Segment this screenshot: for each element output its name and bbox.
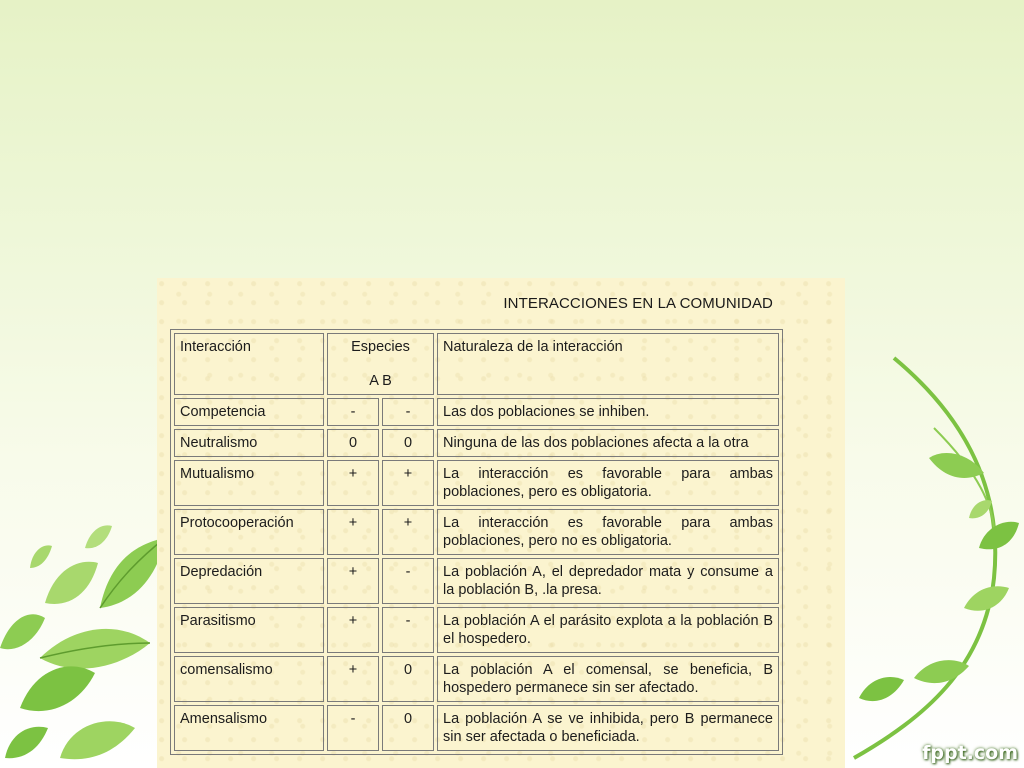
row-name: comensalismo [174, 656, 324, 702]
table-title: INTERACCIONES EN LA COMUNIDAD [503, 295, 773, 312]
row-description: La población A, el depredador mata y consume a la población B, .la presa. [437, 558, 779, 604]
row-species-b: - [382, 398, 434, 426]
leaf-icon [100, 538, 165, 608]
row-description: La interacción es favorable para ambas poblaciones, pero es obligatoria. [437, 460, 779, 506]
row-species-b: 0 [382, 656, 434, 702]
content-card [157, 278, 845, 768]
table-row [174, 656, 779, 702]
row-species-b: - [382, 607, 434, 653]
fppt-logo[interactable]: fppt.com [922, 742, 1018, 764]
vine-right-decoration [834, 348, 1024, 768]
row-name: Parasitismo [174, 607, 324, 653]
table-header-row [174, 333, 779, 395]
row-description: Ninguna de las dos poblaciones afecta a la otra [437, 429, 779, 457]
row-species-b: 0 [382, 705, 434, 751]
row-species-a: + [327, 558, 379, 604]
row-species-a: + [327, 656, 379, 702]
row-species-a: 0 [327, 429, 379, 457]
row-name: Competencia [174, 398, 324, 426]
row-species-b: 0 [382, 429, 434, 457]
row-description: La población A se ve inhibida, pero B permanece sin ser afectada o beneficiada. [437, 705, 779, 751]
row-species-b: + [382, 460, 434, 506]
row-species-b: - [382, 558, 434, 604]
row-name: Protocooperación [174, 509, 324, 555]
row-description: La población A el comensal, se beneficia, B hospedero permanece sin ser afectado. [437, 656, 779, 702]
table-row [174, 398, 779, 426]
row-species-a: - [327, 705, 379, 751]
leaves-left-decoration [0, 508, 170, 768]
row-description: La población A el parásito explota a la población B el hospedero. [437, 607, 779, 653]
row-species-a: + [327, 460, 379, 506]
table-row [174, 460, 779, 506]
table-row [174, 429, 779, 457]
interactions-table [170, 329, 783, 755]
table-row [174, 509, 779, 555]
row-name: Depredación [174, 558, 324, 604]
row-species-b: + [382, 509, 434, 555]
header-species [327, 333, 434, 395]
header-species-label: Especies [351, 339, 410, 355]
row-description: Las dos poblaciones se inhiben. [437, 398, 779, 426]
row-species-a: + [327, 607, 379, 653]
table-row [174, 558, 779, 604]
row-name: Neutralismo [174, 429, 324, 457]
row-species-a: + [327, 509, 379, 555]
table-row [174, 705, 779, 751]
header-interaction: Interacción [174, 333, 324, 395]
row-description: La interacción es favorable para ambas poblaciones, pero no es obligatoria. [437, 509, 779, 555]
header-nature: Naturaleza de la interacción [437, 333, 779, 395]
row-name: Amensalismo [174, 705, 324, 751]
table-row [174, 607, 779, 653]
header-species-ab: A B [369, 373, 392, 389]
row-name: Mutualismo [174, 460, 324, 506]
row-species-a: - [327, 398, 379, 426]
